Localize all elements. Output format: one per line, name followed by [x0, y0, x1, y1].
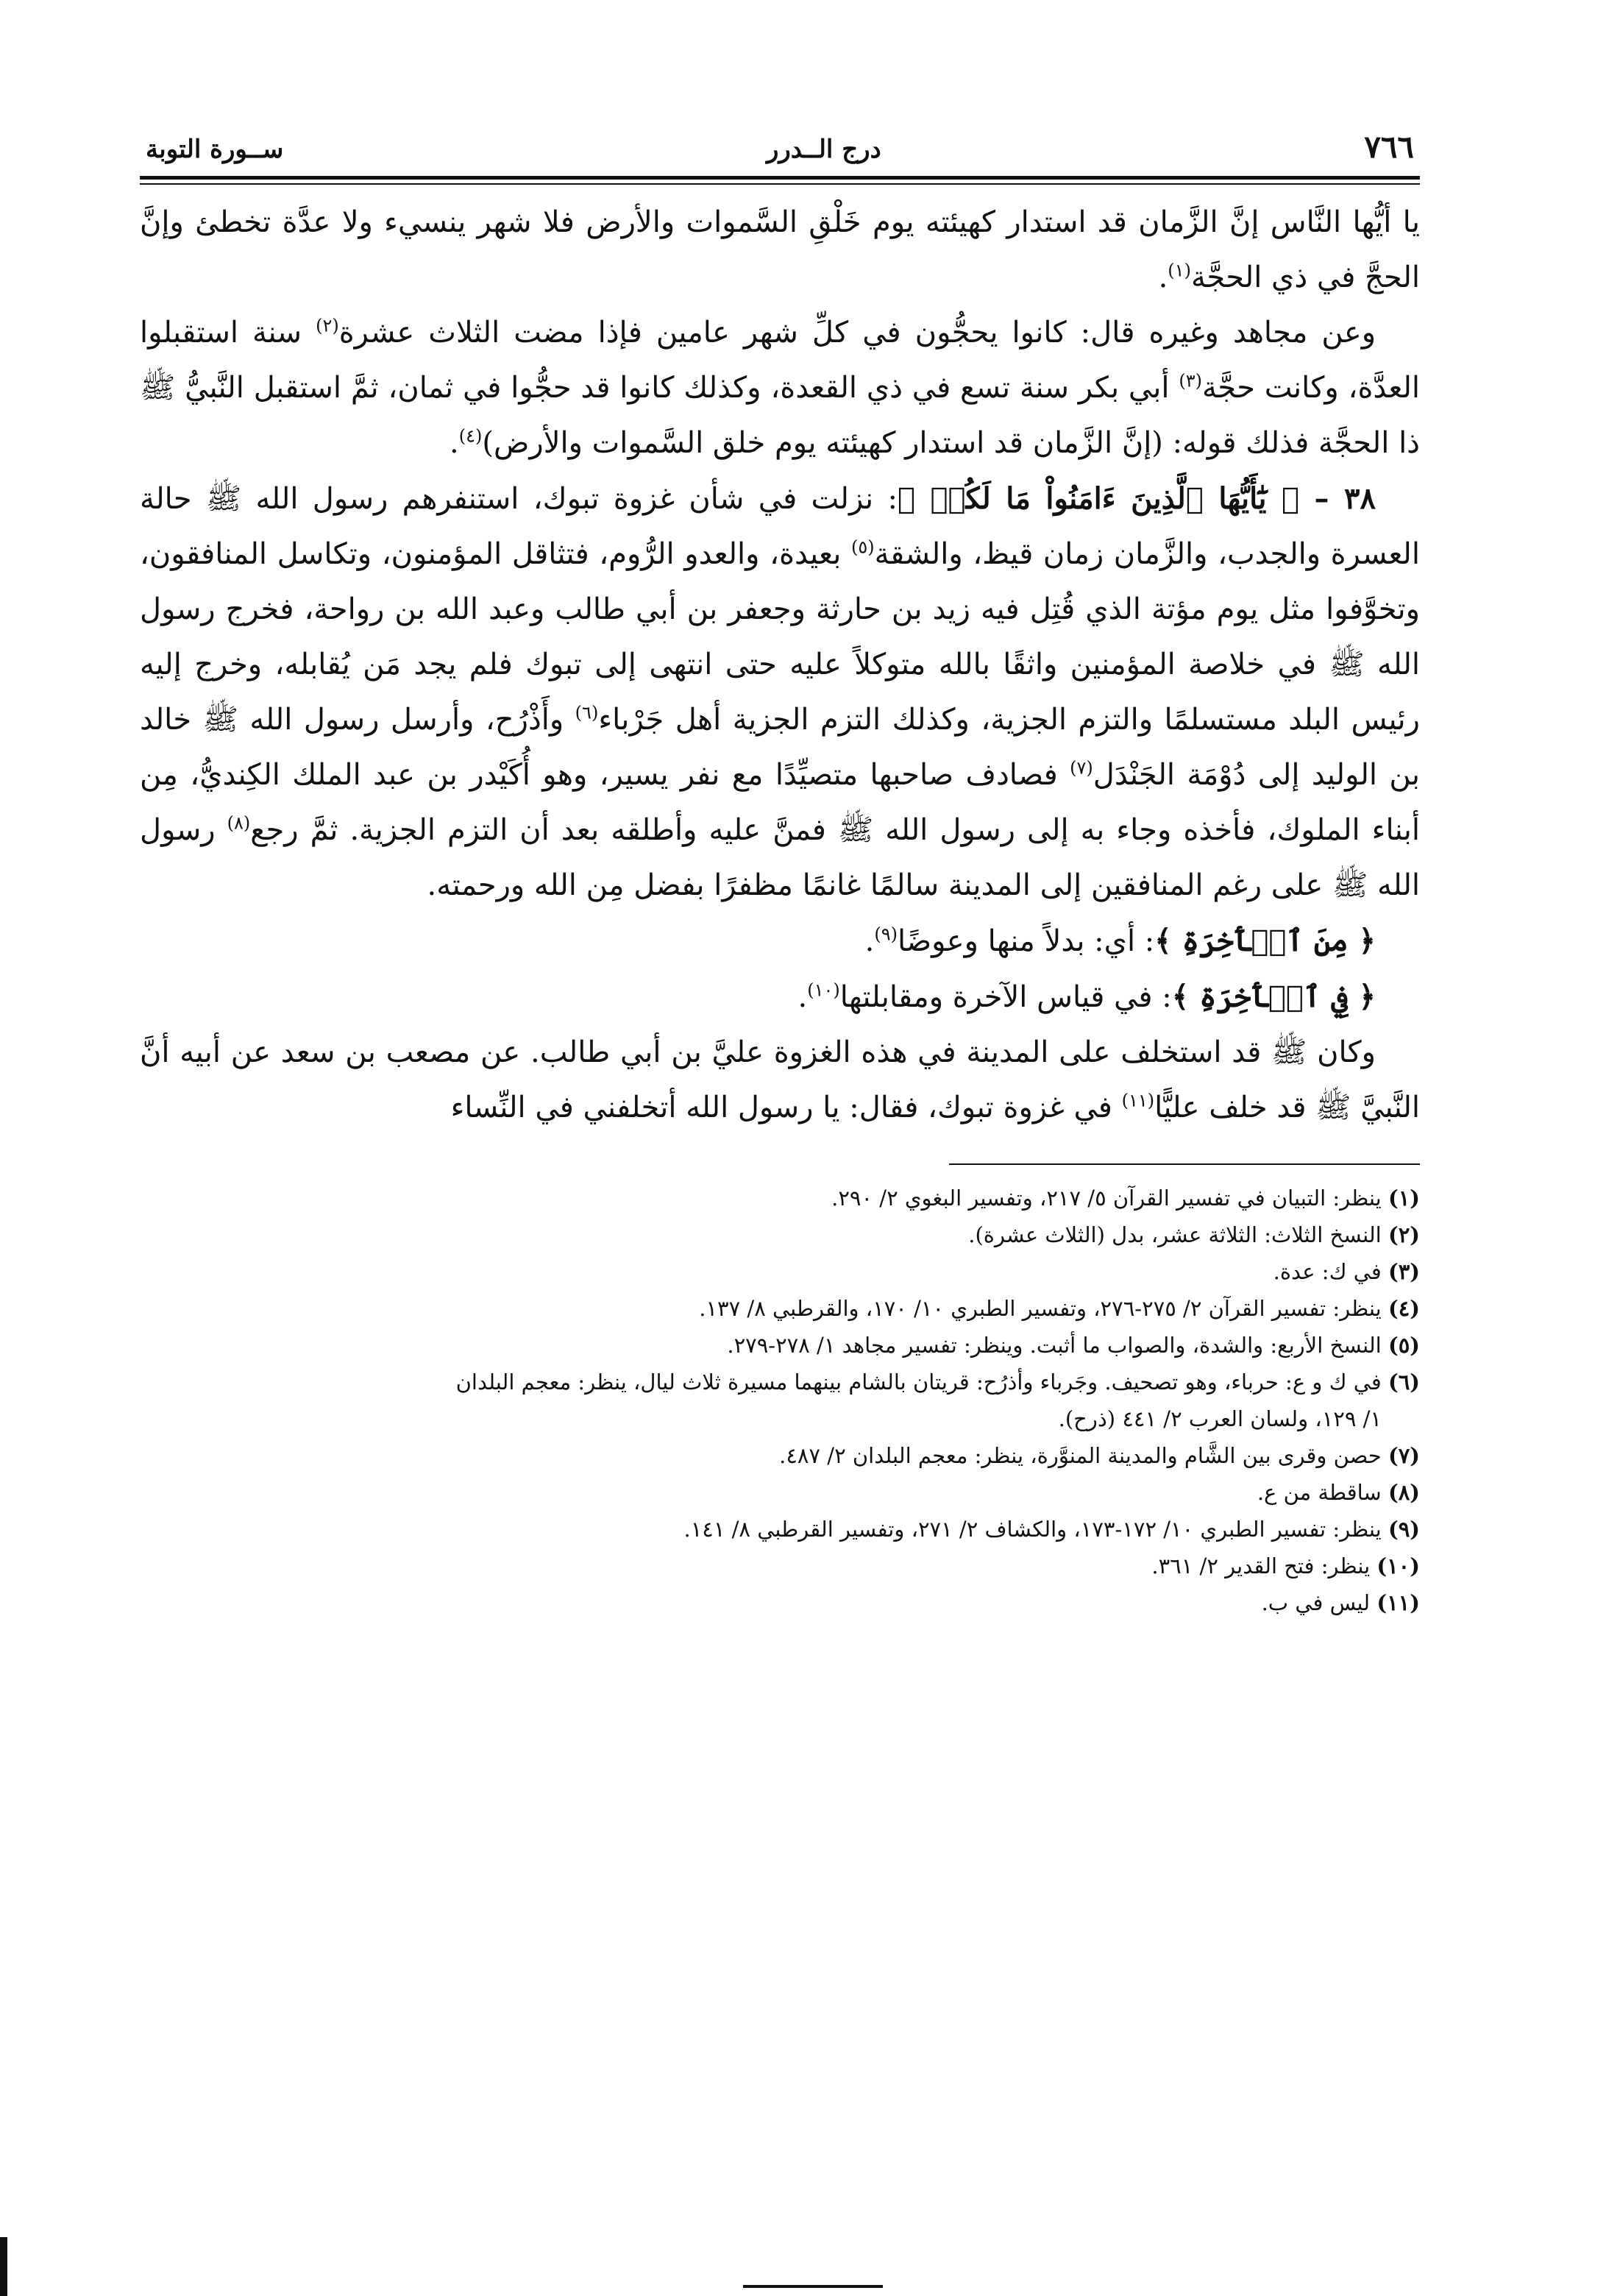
- footnote: (٦) في ك و ع: حرباء، وهو تصحيف. وجَرباء وأذرُح: قريتان بالشام بينهما مسيرة ثلاث ليال، ينظر: معجم البلدان: [455, 1370, 1420, 1395]
- footnote: (٢) النسخ الثلاث: الثلاثة عشر، بدل (الثلاث عشرة).: [968, 1222, 1420, 1247]
- verse-number: ٣٨ –: [1299, 481, 1376, 516]
- footnote-ref: (١٠): [807, 979, 840, 1001]
- footnote-ref: (١١): [1121, 1090, 1155, 1111]
- footnote: (١١) ليس في ب.: [1261, 1590, 1420, 1615]
- header-rule-thick: [140, 176, 1420, 180]
- main-text: [140, 195, 1420, 1135]
- quran-phrase: ﴿ فِي ٱلۡأٓخِرَةِ ﴾: [1171, 979, 1376, 1014]
- paragraph-4: وكان ﷺ قد استخلف على المدينة في هذه الغزوة عليَّ بن أبي طالب. عن مصعب بن سعد عن أبيه أنَّ النَّبيَّ ﷺ قد خلف عليًّا$^{(١١)}$ في غزوة تبوك، فقال: يا رسول الله أتخلفني في النِّساء: [140, 1035, 1420, 1124]
- running-header: [140, 129, 1420, 173]
- footnote-ref: (٣): [1179, 370, 1202, 391]
- footnote-separator: [949, 1163, 1420, 1165]
- footnote: (١) ينظر: التبيان في تفسير القرآن ٥/ ٢١٧، وتفسير البغوي ٢/ ٢٩٠.: [831, 1186, 1420, 1211]
- footnote-ref: (٧): [1070, 757, 1093, 779]
- surah-title: ســورة التوبة: [146, 135, 284, 164]
- paragraph-verse-38: ٣٨ – ﴿ يَٰٓأَيُّهَا ٱلَّذِينَ ءَامَنُواْ مَا لَكُمۡ ﴾: نزلت في شأن غزوة تبوك، استنفرهم رسول الله ﷺ حالة العسرة والجدب، والزَّمان زمان قيظ، والشقة$^{(٥)}$ بعيدة، والعدو الرُّوم، فتثاقل المؤمنون، وتكاسل المنافقون، وتخوَّفوا مثل يوم مؤتة الذي قُتِل فيه زيد بن حارثة وجعفر بن أبي طالب وعبد الله بن رواحة، فخرج رسول الله ﷺ في خلاصة المؤمنين واثقًا بالله متوكلاً عليه حتى انتهى إلى تبوك فلم يجد مَن يُقابله، وخرج إليه رئيس البلد مستسلمًا والتزم الجزية، وكذلك التزم الجزية أهل جَرْباء$^{(٦)}$ وأَذْرُح، وأرسل رسول الله ﷺ خالد بن الوليد إلى دُوْمَة الجَنْدَل$^{(٧)}$ فصادف صاحبها متصيِّدًا مع نفر يسير، وهو أُكَيْدر بن عبد الملك الكِنديُّ، مِن أبناء الملوك، فأخذه وجاء به إلى رسول الله ﷺ فمنَّ عليه وأطلقه بعد أن التزم الجزية. ثمَّ رجع$^{(٨)}$ رسول الله ﷺ على رغم المنافقين إلى المدينة سالمًا غانمًا مظفرًا بفضل مِن الله ورحمته.: [140, 481, 1420, 902]
- footnote: (٥) النسخ الأربع: والشدة، والصواب ما أثبت. وينظر: تفسير مجاهد ١/ ٢٧٨-٢٧٩.: [727, 1333, 1420, 1358]
- paragraph-2: وعن مجاهد وغيره قال: كانوا يحجُّون في كلِّ شهر عامين فإذا مضت الثلاث عشرة$^{(٢)}$ سنة استقبلوا العدَّة، وكانت حجَّة$^{(٣)}$ أبي بكر سنة تسع في ذي القعدة، وكذلك كانوا قد حجُّوا في ثمان، ثمَّ استقبل النَّبيُّ ﷺ ذا الحجَّة فذلك قوله: (إنَّ الزَّمان قد استدار كهيئته يوم خلق السَّموات والأرض)$^{(٤)}$.: [140, 315, 1421, 460]
- book-page: [140, 129, 1420, 1621]
- footnote: (٤) ينظر: تفسير القرآن ٢/ ٢٧٥-٢٧٦، وتفسير الطبري ١٠/ ١٧٠، والقرطبي ٨/ ١٣٧.: [699, 1296, 1420, 1321]
- gloss-2: ﴿ فِي ٱلۡأٓخِرَةِ ﴾: في قياس الآخرة ومقابلتها$^{(١٠)}$.: [797, 979, 1376, 1014]
- footnote: (٣) في ك: عدة.: [1273, 1259, 1420, 1284]
- footnote-ref: (٢): [316, 315, 339, 336]
- footnote-continuation: ١/ ١٢٩، ولسان العرب ٢/ ٤٤١ (ذرح).: [1058, 1406, 1382, 1431]
- scan-edge-mark: [0, 2237, 7, 2296]
- gloss-1: ﴿ مِنَ ٱلۡأٓخِرَةِ ﴾: أي: بدلاً منها وعوضًا$^{(٩)}$.: [864, 924, 1376, 958]
- quran-verse: ﴿ يَٰٓأَيُّهَا ٱلَّذِينَ ءَامَنُواْ مَا لَكُمۡ ﴾: [897, 481, 1299, 516]
- footnote: (٩) ينظر: تفسير الطبري ١٠/ ١٧٢-١٧٣، والكشاف ٢/ ٢٧١، وتفسير القرطبي ٨/ ١٤١.: [683, 1517, 1420, 1542]
- scan-edge-mark: [743, 2285, 883, 2288]
- footnote: (٧) حصن وقرى بين الشَّام والمدينة المنوَّرة، ينظر: معجم البلدان ٢/ ٤٨٧.: [779, 1443, 1420, 1468]
- footnote: (١٠) ينظر: فتح القدير ٢/ ٣٦١.: [1151, 1553, 1420, 1578]
- quran-phrase: ﴿ مِنَ ٱلۡأٓخِرَةِ ﴾: [1154, 924, 1376, 958]
- footnote: (٨) ساقطة من ع.: [1257, 1480, 1420, 1505]
- paragraph-1: يا أيُّها النَّاس إنَّ الزَّمان قد استدار كهيئته يوم خَلْقِ السَّموات والأرض فلا شهر ينسيء ولا عدَّة تخطئ وإنَّ الحجَّ في ذي الحجَّة$^{(١)}$.: [140, 205, 1420, 294]
- footnote-ref: (٩): [874, 924, 898, 945]
- header-rule-thin: [140, 183, 1420, 185]
- footnote-ref: (١): [1168, 260, 1191, 281]
- footnote-ref: (٥): [851, 536, 875, 558]
- book-title: درج الــدرر: [766, 135, 881, 164]
- page-number: ٧٦٦: [1364, 129, 1414, 165]
- footnote-ref: (٤): [458, 425, 483, 447]
- footnotes: [140, 1180, 1420, 1621]
- footnote-ref: (٨): [227, 812, 251, 834]
- footnote-ref: (٦): [575, 702, 599, 723]
